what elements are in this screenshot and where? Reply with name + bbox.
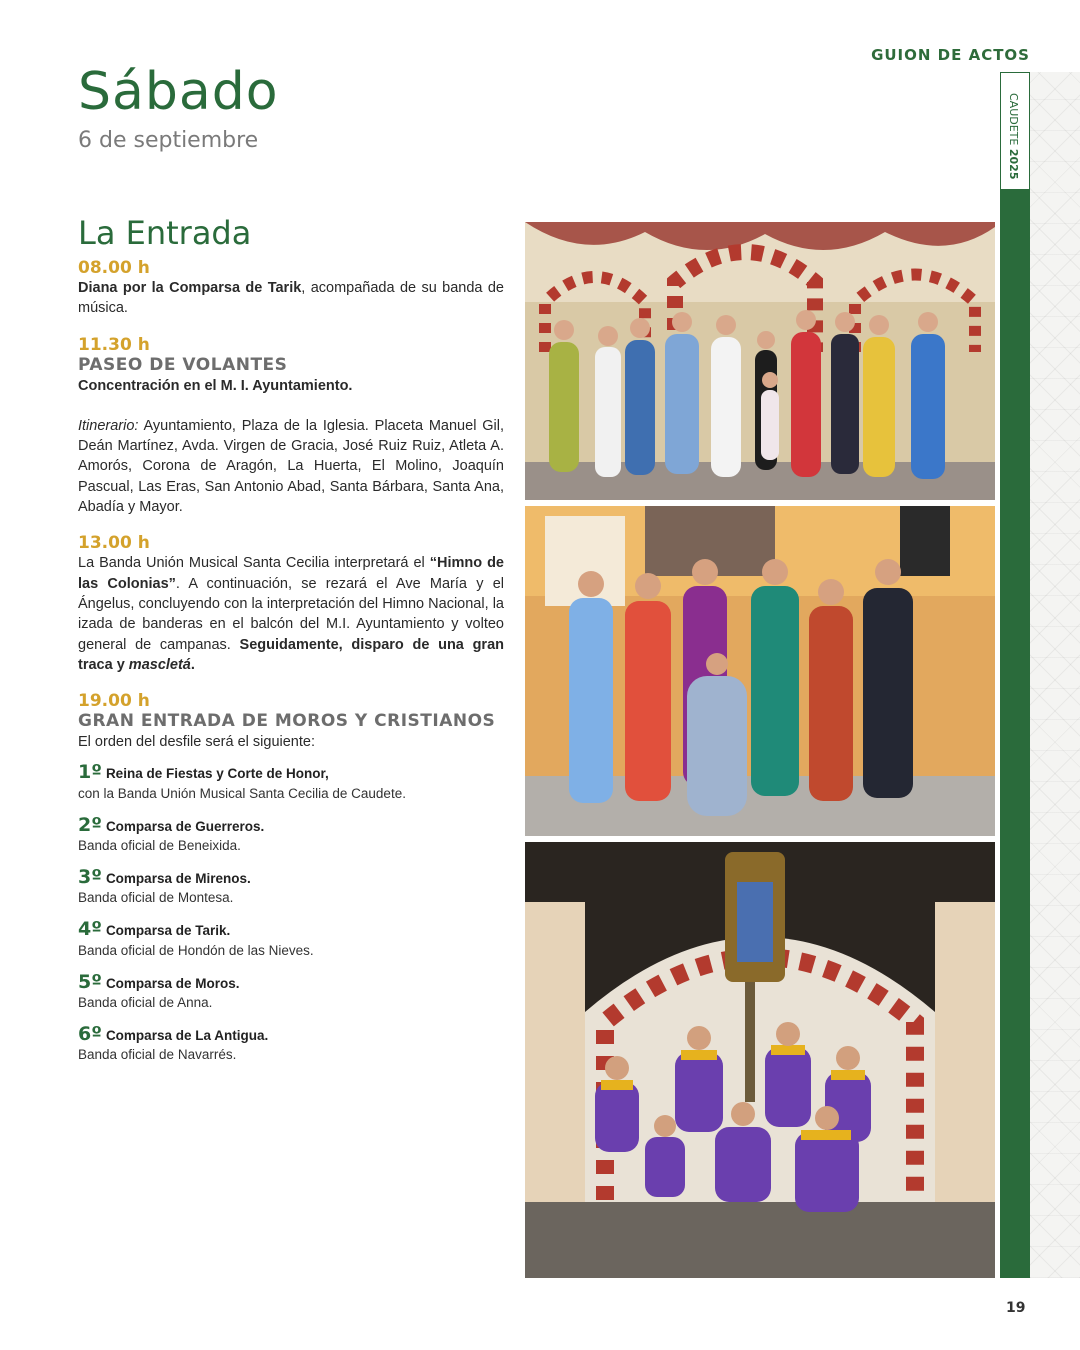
order-band: con la Banda Unión Musical Santa Cecilia de Caudete. [78,785,406,801]
event-subtitle: GRAN ENTRADA DE MOROS Y CRISTIANOS [78,711,496,732]
order-title: Comparsa de La Antigua. [105,1027,269,1043]
photo-group-purple-image [525,842,995,1278]
order-title: Comparsa de Moros. [105,975,240,991]
order-band: Banda oficial de Montesa. [78,890,234,906]
order-heading [78,1024,504,1046]
side-tab-text [1007,93,1020,179]
event-0800 [78,258,504,319]
itinerary-label: Itinerario: [78,417,139,434]
closing-bold: Seguidamente, disparo de una gran traca y [78,636,504,673]
list-item [78,762,504,802]
green-side-bar [1000,72,1030,1278]
event-time: 11.30 h [78,334,150,355]
photo-group-arches-image [525,222,995,500]
order-number: 2º [78,813,102,836]
list-item [78,972,504,1012]
decorative-pattern-strip [1030,72,1080,1278]
order-heading [78,815,504,837]
event-description [78,553,504,675]
closing-end: . [190,656,195,673]
closing-italic: mascletá [128,656,191,673]
hymn-name: “Himno de las Colonias” [78,555,504,592]
event-1300 [78,533,504,675]
order-heading [78,762,504,784]
event-time: 13.00 h [78,533,150,554]
photo-group-building-image [525,506,995,836]
event-text-1: La Banda Unión Musical Santa Cecilia interpretará el [78,555,430,572]
event-text: , acompañada de su banda de música. [78,280,504,317]
event-description [78,278,504,319]
photo-group-purple [525,842,995,1278]
photo-group-building [525,506,995,836]
photo-group-arches [525,222,995,500]
order-number: 3º [78,866,102,889]
order-title: Comparsa de Guerreros. [105,818,265,834]
order-band: Banda oficial de Hondón de las Nieves. [78,942,314,958]
event-highlight: Diana por la Comparsa de Tarik [78,280,302,296]
parade-order-list [78,762,504,1064]
order-heading [78,972,504,994]
order-title: Reina de Fiestas y Corte de Honor, [105,766,329,782]
order-number: 4º [78,918,102,941]
order-number: 1º [78,761,102,784]
event-concentration: Concentración en el M. I. Ayuntamiento. [78,377,353,394]
day-title: Sábado [78,62,279,122]
list-item [78,815,504,855]
list-item [78,867,504,907]
event-text-2: . A continuación, se rezará el Ave María y el Ángelus, concluyendo con la interpretación del Himno Nacional, la izada de banderas en el balcón del M.I. Ayuntamiento y volteo general de campanas. [78,575,505,653]
order-title: Comparsa de Mirenos. [105,871,251,887]
itinerary-text: Ayuntamiento, Plaza de la Iglesia. Placeta Manuel Gil, Deán Martínez, Avda. Virgen de Gracia, José Ruiz Ruiz, Atleta A. Amorós, Corona de Aragón, La Huerta, El Molino, Joaquín Pascual, Las Eras, San Antonio Abad, Santa Bárbara, Santa Ana, Abadía y Mayor. [78,417,504,516]
order-band: Banda oficial de Beneixida. [78,838,241,854]
program-content [78,214,504,1080]
order-band: Banda oficial de Anna. [78,994,213,1010]
order-title: Comparsa de Tarik. [105,923,231,939]
side-tab [1000,72,1030,190]
section-header-label: GUION DE ACTOS [871,46,1030,64]
order-band: Banda oficial de Navarrés. [78,1047,237,1063]
event-time: 08.00 h [78,258,150,278]
order-heading [78,867,504,889]
order-heading [78,919,504,941]
side-tab-year: 2025 [1007,148,1020,180]
event-intro: El orden del desfile será el siguiente: [78,734,315,751]
event-itinerary [78,416,504,517]
list-item [78,919,504,959]
order-number: 5º [78,970,102,993]
page-number: 19 [1006,1300,1026,1316]
event-1900 [78,691,504,1064]
event-time: 19.00 h [78,691,150,712]
side-tab-prefix: CAUDETE [1007,93,1020,146]
list-item [78,1024,504,1064]
order-number: 6º [78,1022,102,1045]
section-title: La Entrada [78,214,252,252]
event-1130 [78,335,504,518]
day-date: 6 de septiembre [78,128,259,153]
event-subtitle: PASEO DE VOLANTES [78,354,288,375]
